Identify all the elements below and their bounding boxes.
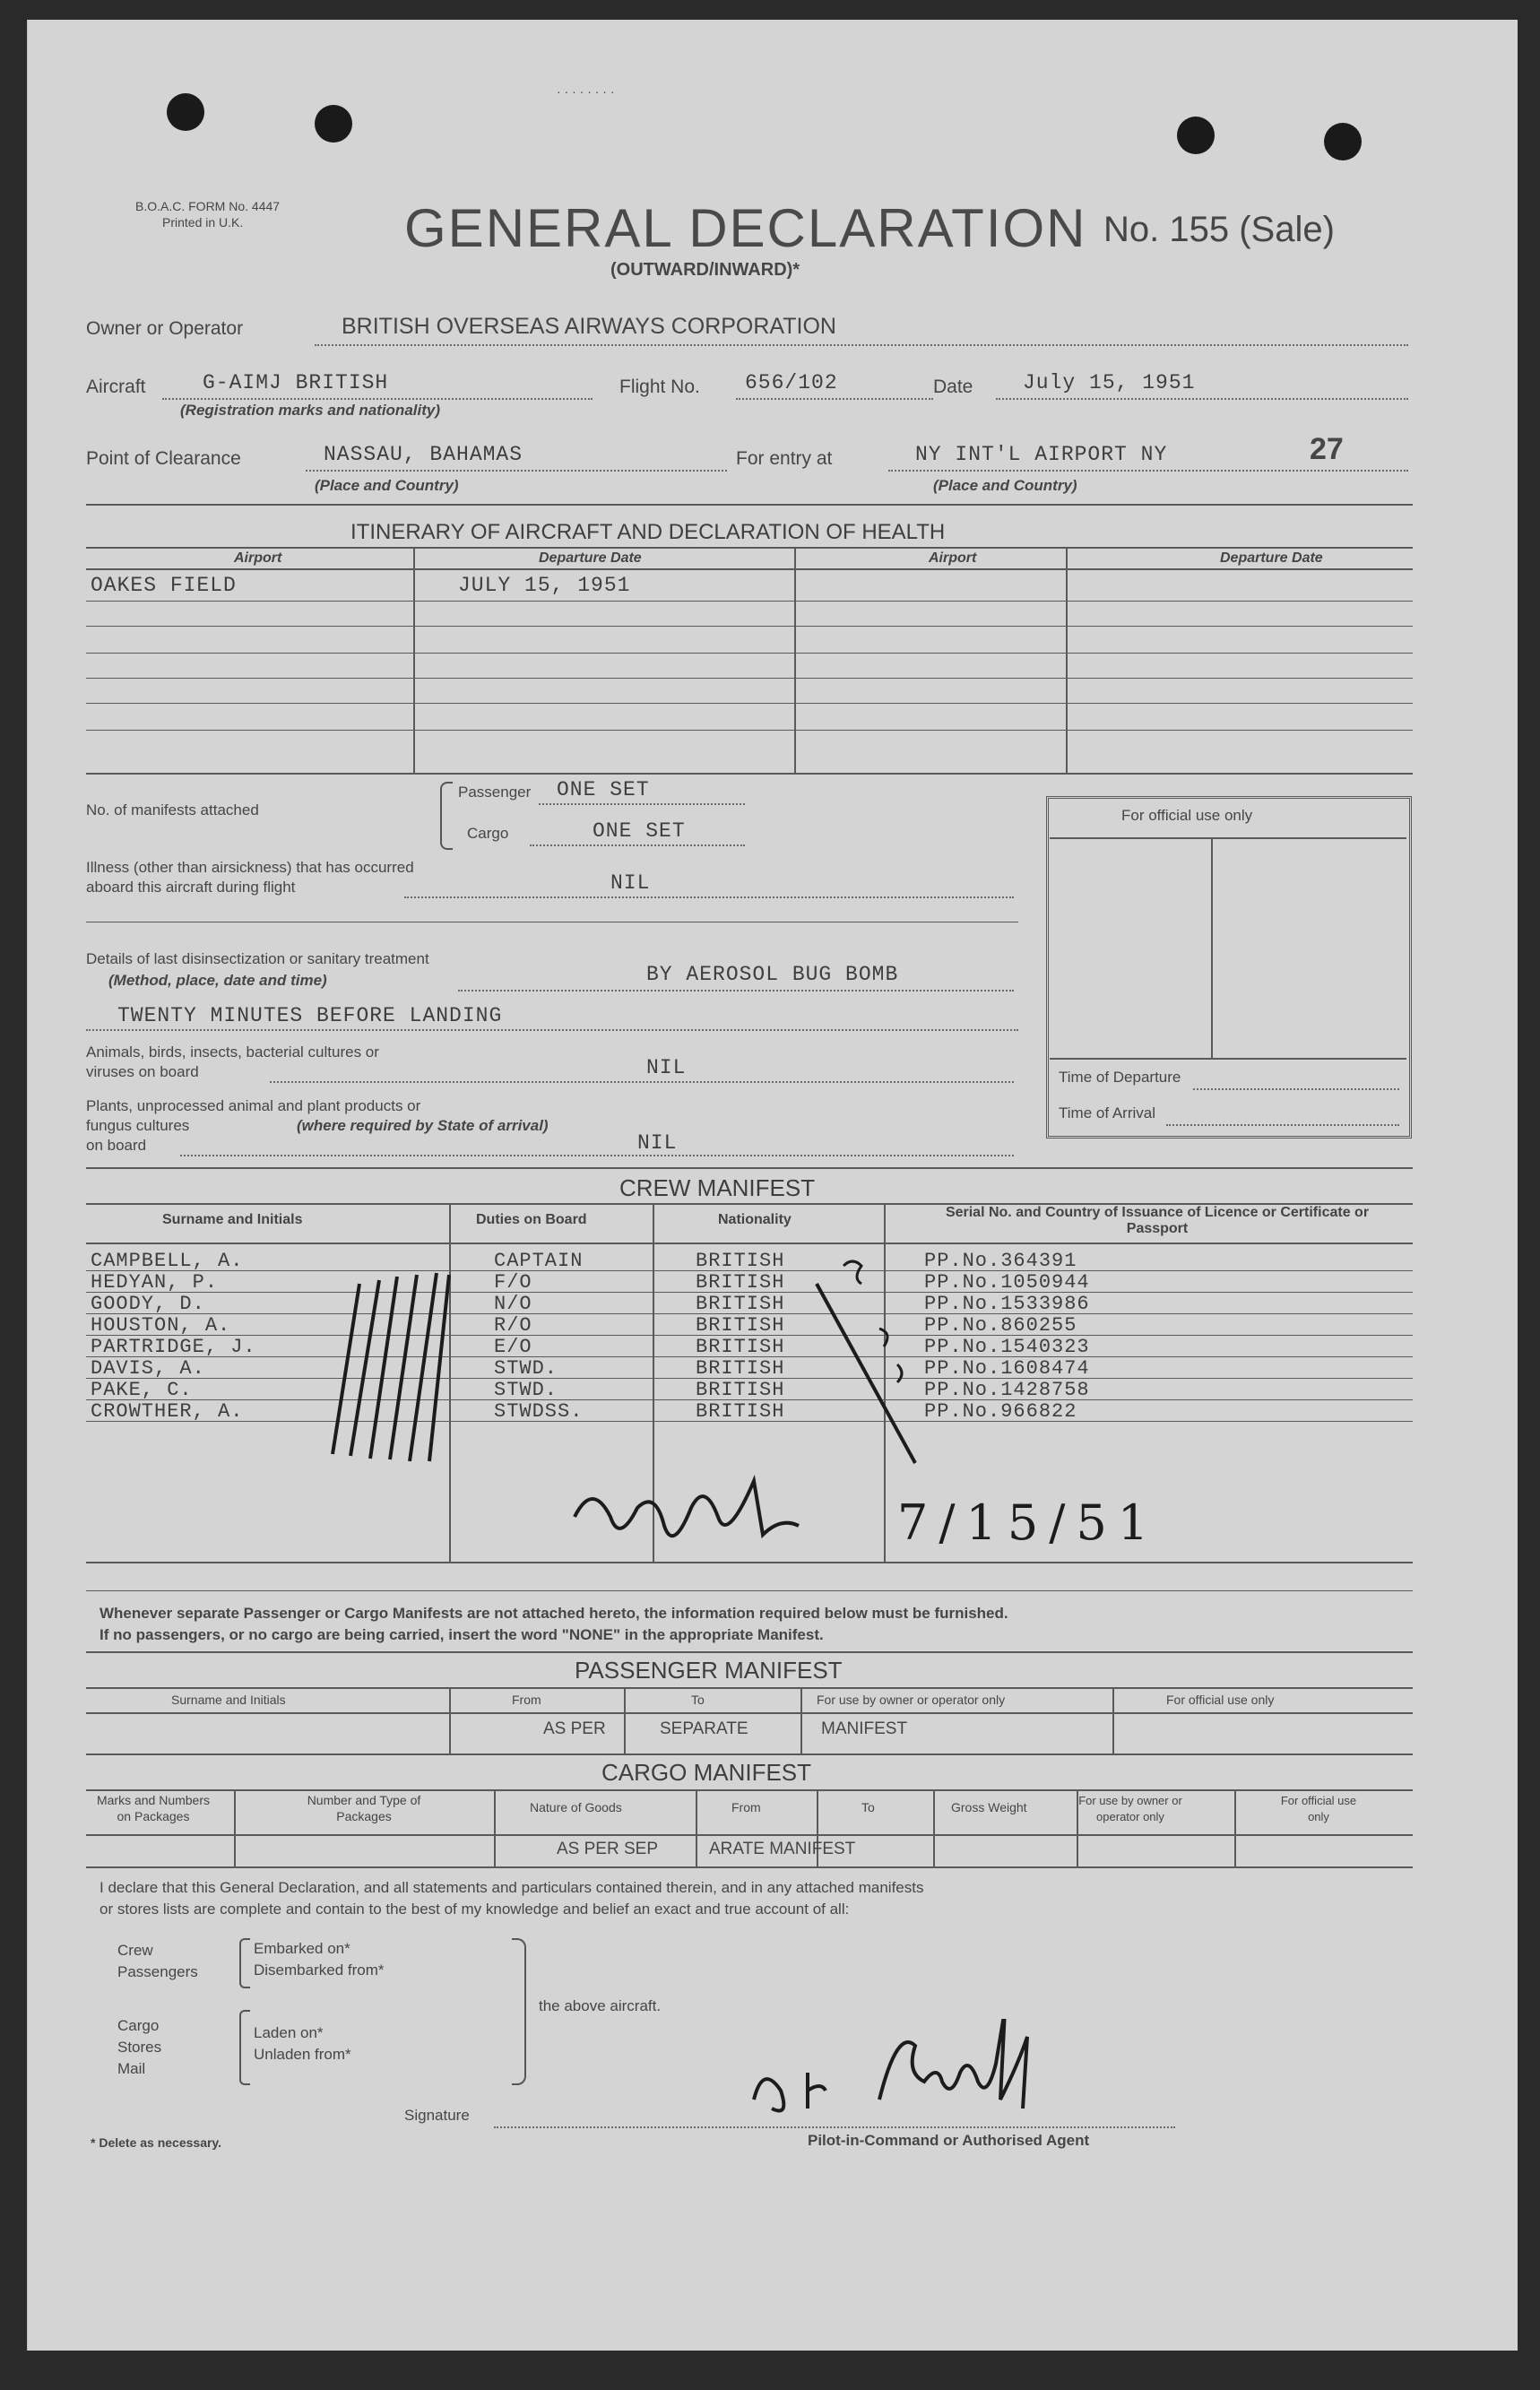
crew-nationality: BRITISH (696, 1357, 785, 1380)
signature-label: Signature (404, 2107, 470, 2124)
date-label: Date (933, 377, 973, 397)
crew-serial: PP.No.1533986 (924, 1293, 1090, 1315)
disinsect-label: Details of last disinsectization or sanitary treatment (86, 950, 429, 967)
itinerary-header-airport: Airport (234, 550, 282, 566)
punch-hole (167, 93, 204, 131)
handwritten-initials (566, 1463, 835, 1571)
crew-row (28, 1271, 1462, 1293)
crew-duty: R/O (494, 1314, 532, 1337)
handwritten-slash (808, 1248, 933, 1481)
date-value: July 15, 1951 (1023, 371, 1196, 394)
declaration-line-1: I declare that this General Declaration, and all statements and particulars contained therein, and in any attached manifests (99, 1879, 924, 1896)
pax-row-manifest: MANIFEST (821, 1719, 908, 1738)
notice-line-1: Whenever separate Passenger or Cargo Manifests are not attached hereto, the information required below must be furnished. (99, 1605, 1008, 1622)
declaration-stores: Stores (117, 2039, 162, 2056)
form-title: GENERAL DECLARATION (404, 198, 1087, 258)
crew-nationality: BRITISH (696, 1336, 785, 1358)
cargo-header-marks: Marks and Numbers on Packages (96, 1793, 211, 1823)
crew-duty: STWD. (494, 1379, 558, 1401)
crew-serial: PP.No.1540323 (924, 1336, 1090, 1358)
clearance-value: NASSAU, BAHAMAS (324, 443, 523, 466)
crew-name: CROWTHER, A. (91, 1400, 244, 1423)
cargo-header-from: From (731, 1800, 761, 1814)
handwritten-tally-marks (324, 1248, 458, 1472)
crew-header-serial (924, 1205, 1390, 1237)
itinerary-title: ITINERARY OF AIRCRAFT AND DECLARATION OF HEALTH (350, 520, 946, 544)
form-reference: B.O.A.C. FORM No. 4447 (135, 199, 281, 213)
punch-hole (1177, 117, 1215, 154)
declaration-line-2: or stores lists are complete and contain to the best of my knowledge and belief an exact and true account of all: (99, 1901, 850, 1918)
itinerary-date-1: JULY 15, 1951 (458, 574, 631, 597)
page-number: 27 (1310, 432, 1344, 466)
entry-label: For entry at (736, 448, 833, 469)
plants-label-3: on board (86, 1137, 147, 1154)
crew-name: GOODY, D. (91, 1293, 205, 1315)
passenger-manifest-title: PASSENGER MANIFEST (575, 1657, 843, 1684)
crew-manifest-title: CREW MANIFEST (619, 1174, 816, 1201)
animals-label: Animals, birds, insects, bacterial cultures or (86, 1043, 379, 1061)
time-of-arrival-label: Time of Arrival (1059, 1104, 1156, 1121)
plants-label: Plants, unprocessed animal and plant products or (86, 1097, 421, 1114)
notice-line-2: If no passengers, or no cargo are being carried, insert the word "NONE" in the appropriate Manifest. (99, 1626, 824, 1643)
form-subtitle: (OUTWARD/INWARD)* (610, 260, 800, 280)
declaration-laden: Laden on* (254, 2024, 324, 2041)
punch-hole (315, 105, 352, 143)
clearance-sublabel: (Place and Country) (315, 477, 459, 494)
crew-row (28, 1293, 1462, 1314)
crew-nationality: BRITISH (696, 1314, 785, 1337)
declaration-crew: Crew (117, 1942, 153, 1959)
crew-name: CAMPBELL, A. (91, 1250, 244, 1272)
entry-sublabel: (Place and Country) (933, 477, 1077, 494)
crew-name: HEDYAN, P. (91, 1271, 219, 1294)
plants-label-2: fungus cultures (86, 1117, 190, 1134)
crew-duty: N/O (494, 1293, 532, 1315)
declaration-cargo: Cargo (117, 2017, 160, 2034)
aircraft-label: Aircraft (86, 377, 146, 397)
cargo-header-to: To (861, 1800, 875, 1814)
declaration-form (27, 20, 1518, 2351)
crew-header-serial-text: Serial No. and Country of Issuance of Licence or Certificate or Passport (945, 1205, 1370, 1236)
crew-nationality: BRITISH (696, 1293, 785, 1315)
crew-serial: PP.No.860255 (924, 1314, 1077, 1337)
crew-nationality: BRITISH (696, 1250, 785, 1272)
flight-value: 656/102 (745, 371, 838, 394)
illness-value: NIL (610, 871, 651, 895)
crew-nationality: BRITISH (696, 1379, 785, 1401)
itinerary-header-airport-2: Airport (929, 550, 977, 566)
cargo-header-nature: Nature of Goods (530, 1800, 622, 1814)
pax-header-official: For official use only (1166, 1693, 1275, 1707)
passenger-manifest-label: Passenger (458, 784, 532, 801)
time-of-departure-label: Time of Departure (1059, 1069, 1181, 1086)
crew-header-name: Surname and Initials (162, 1212, 303, 1227)
crew-name: PAKE, C. (91, 1379, 193, 1401)
crew-nationality: BRITISH (696, 1400, 785, 1423)
itinerary-header-date-2: Departure Date (1220, 550, 1323, 566)
cargo-header-packages: Number and Type of Packages (307, 1793, 421, 1823)
crew-header-nationality: Nationality (718, 1212, 792, 1227)
animals-label-2: viruses on board (86, 1063, 199, 1080)
crew-duty: CAPTAIN (494, 1250, 584, 1272)
official-use-box (1046, 796, 1412, 1139)
cargo-row-as-per: AS PER SEP (557, 1840, 658, 1858)
illness-label: Illness (other than airsickness) that has occurred (86, 859, 414, 876)
punch-hole (1324, 123, 1362, 160)
crew-row (28, 1314, 1462, 1336)
clearance-label: Point of Clearance (86, 448, 241, 469)
cargo-header-weight: Gross Weight (951, 1800, 1027, 1814)
crew-row (28, 1250, 1462, 1271)
crew-serial: PP.No.1428758 (924, 1379, 1090, 1401)
crew-row (28, 1379, 1462, 1400)
delete-note: * Delete as necessary. (91, 2135, 222, 2150)
disinsect-label-2: (Method, place, date and time) (108, 972, 327, 989)
crew-row (28, 1400, 1462, 1422)
cargo-manifest-title: CARGO MANIFEST (601, 1759, 812, 1786)
cargo-manifest-value: ONE SET (593, 819, 686, 843)
declaration-above-aircraft: the above aircraft. (539, 1997, 662, 2014)
pax-header-from: From (512, 1693, 541, 1707)
crew-name: HOUSTON, A. (91, 1314, 231, 1337)
cargo-header-owner: For use by owner or operator only (1078, 1794, 1182, 1823)
crew-duty: E/O (494, 1336, 532, 1358)
pax-header-to: To (691, 1693, 705, 1707)
owner-label: Owner or Operator (86, 318, 244, 339)
pax-row-separate: SEPARATE (660, 1719, 748, 1738)
crew-header-duties: Duties on Board (476, 1212, 587, 1227)
cargo-row-manifest: ARATE MANIFEST (709, 1840, 856, 1858)
cargo-header-official: For official use only (1280, 1794, 1357, 1823)
top-marks: · · · · · · · · (557, 84, 615, 99)
owner-value: BRITISH OVERSEAS AIRWAYS CORPORATION (342, 314, 836, 339)
declaration-embarked: Embarked on* (254, 1940, 350, 1957)
crew-name: DAVIS, A. (91, 1357, 205, 1380)
crew-serial: PP.No.1608474 (924, 1357, 1090, 1380)
crew-duty: F/O (494, 1271, 532, 1294)
form-reference-printed: Printed in U.K. (162, 215, 244, 229)
handwritten-date: 7/15/51 (897, 1494, 1160, 1551)
crew-row (28, 1336, 1462, 1357)
passenger-manifest-value: ONE SET (557, 778, 650, 801)
pilot-signature (745, 2019, 1139, 2135)
crew-serial: PP.No.1050944 (924, 1271, 1090, 1294)
crew-serial: PP.No.966822 (924, 1400, 1077, 1423)
crew-row (28, 1357, 1462, 1379)
official-use-title: For official use only (1121, 807, 1253, 824)
aircraft-value: G-AIMJ BRITISH (203, 371, 389, 394)
animals-value: NIL (646, 1056, 687, 1079)
aircraft-sublabel: (Registration marks and nationality) (180, 402, 440, 419)
crew-name: PARTRIDGE, J. (91, 1336, 256, 1358)
plants-label-2b: (where required by State of arrival) (297, 1117, 549, 1134)
crew-duty: STWDSS. (494, 1400, 584, 1423)
manifests-label: No. of manifests attached (86, 801, 259, 818)
cargo-manifest-label: Cargo (467, 825, 509, 842)
flight-label: Flight No. (619, 377, 700, 397)
crew-serial: PP.No.364391 (924, 1250, 1077, 1272)
illness-label-2: aboard this aircraft during flight (86, 879, 296, 896)
pax-header-owner: For use by owner or operator only (817, 1693, 1006, 1707)
entry-value: NY INT'L AIRPORT NY (915, 443, 1168, 466)
itinerary-airport-1: OAKES FIELD (91, 574, 237, 597)
disinsect-value: BY AEROSOL BUG BOMB (646, 963, 899, 986)
pax-row-as-per: AS PER (543, 1719, 606, 1738)
crew-nationality: BRITISH (696, 1271, 785, 1294)
signer-caption: Pilot-in-Command or Authorised Agent (808, 2132, 1090, 2149)
declaration-unladen: Unladen from* (254, 2046, 351, 2063)
form-number: No. 155 (Sale) (1103, 210, 1335, 249)
declaration-passengers: Passengers (117, 1963, 198, 1980)
plants-value: NIL (637, 1131, 678, 1155)
crew-duty: STWD. (494, 1357, 558, 1380)
declaration-mail: Mail (117, 2060, 146, 2077)
pax-header-name: Surname and Initials (171, 1693, 286, 1707)
disinsect-value-2: TWENTY MINUTES BEFORE LANDING (117, 1004, 503, 1027)
itinerary-header-date: Departure Date (539, 550, 642, 566)
declaration-disembarked: Disembarked from* (254, 1961, 385, 1979)
